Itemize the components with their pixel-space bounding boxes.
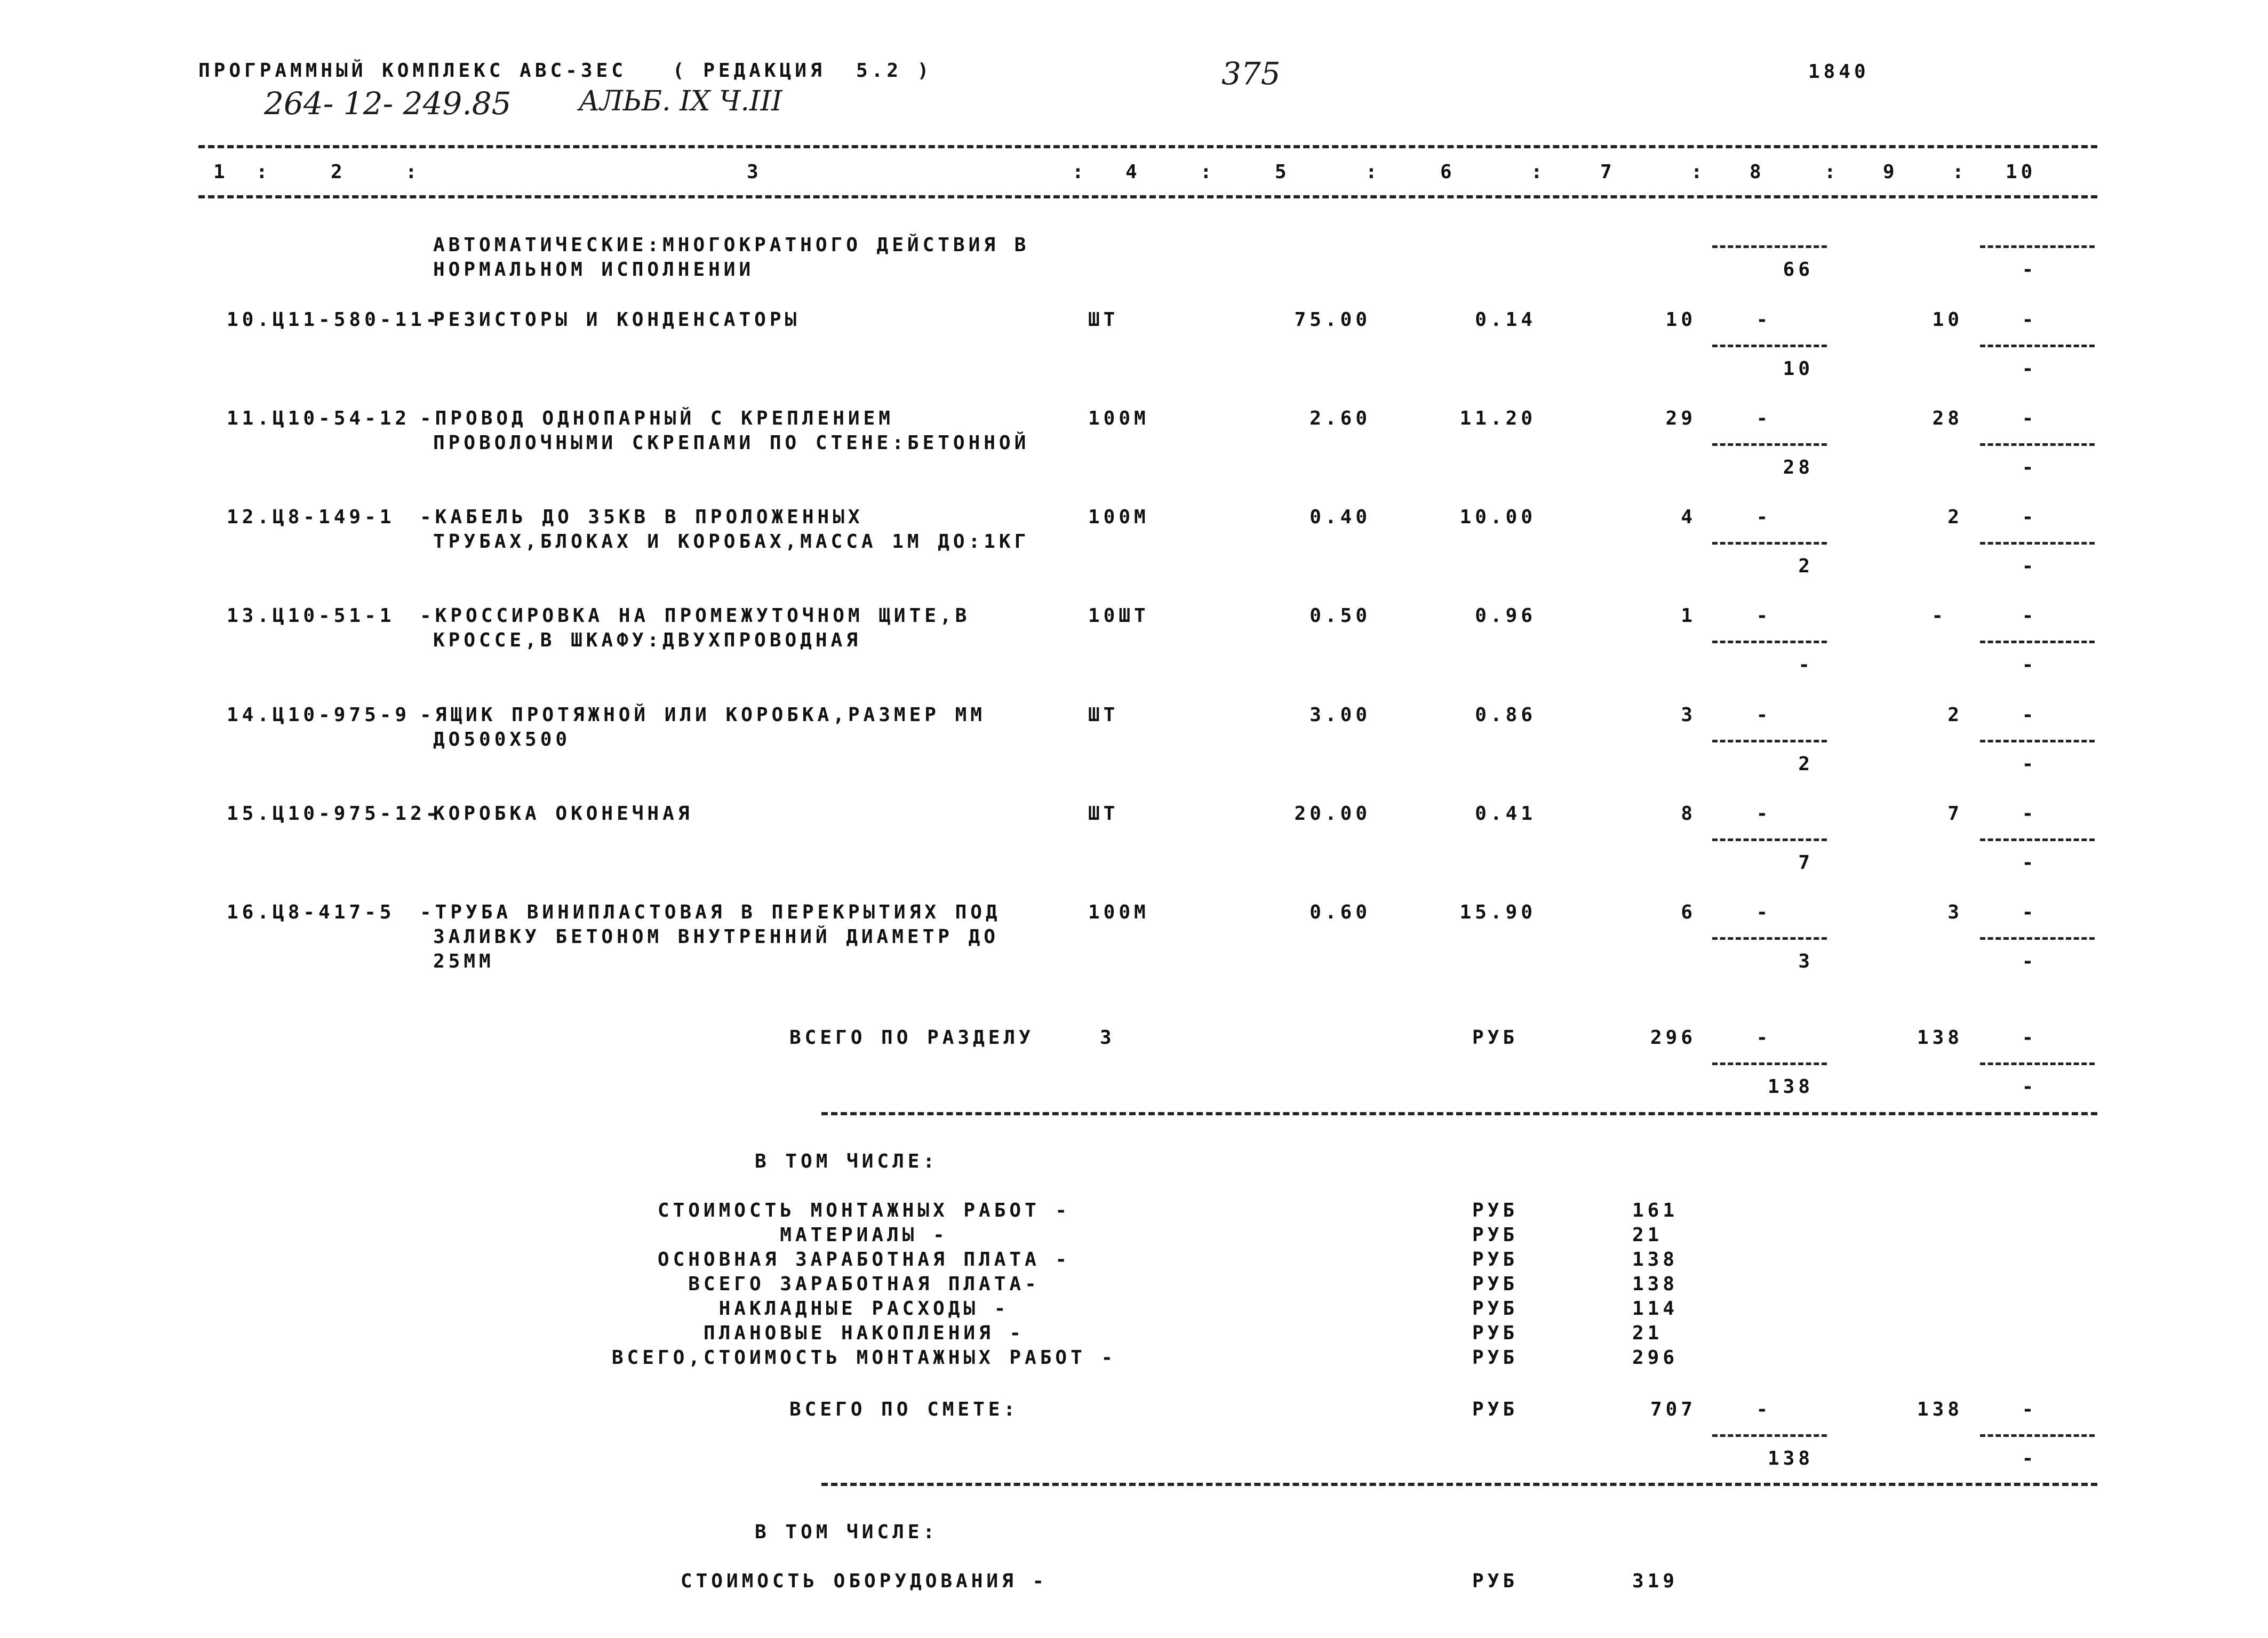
breakdown-unit: РУБ bbox=[1472, 1322, 1519, 1344]
col9-value: 10 bbox=[1932, 309, 1963, 331]
column-separator: : bbox=[1200, 161, 1216, 183]
col7-value: 6 bbox=[1681, 901, 1696, 923]
col10-value: - bbox=[2022, 654, 2038, 676]
item-unit-price: 0.96 bbox=[1475, 605, 1536, 627]
subtotal-divider bbox=[1712, 1434, 1827, 1437]
item-unit: ШТ bbox=[1088, 309, 1119, 331]
page-number: 1840 bbox=[1808, 61, 1870, 83]
item-description: РЕЗИСТОРЫ И КОНДЕНСАТОРЫ bbox=[433, 309, 801, 331]
estimate-total-unit: РУБ bbox=[1472, 1399, 1519, 1420]
breakdown-value: 114 bbox=[1632, 1298, 1679, 1320]
item-quantity: 20.00 bbox=[1294, 803, 1371, 825]
item-description: -ЯЩИК ПРОТЯЖНОЙ ИЛИ КОРОБКА,РАЗМЕР ММ bbox=[420, 704, 986, 726]
item-quantity: 0.40 bbox=[1309, 506, 1371, 528]
column-header: 10 bbox=[2006, 161, 2037, 183]
item-description: -КРОССИРОВКА НА ПРОМЕЖУТОЧНОМ ЩИТЕ,В bbox=[420, 605, 971, 627]
col8-value: 66 bbox=[1783, 259, 1814, 281]
column-header: 9 bbox=[1883, 161, 1898, 183]
col7-value: 1 bbox=[1681, 605, 1696, 627]
item-unit: ШТ bbox=[1088, 803, 1119, 825]
subtotal-divider bbox=[1980, 838, 2095, 841]
column-separator: : bbox=[405, 161, 421, 183]
breakdown-label: НАКЛАДНЫЕ РАСХОДЫ - bbox=[718, 1298, 1010, 1320]
estimate-divider bbox=[821, 1483, 2097, 1486]
column-header: 2 bbox=[331, 161, 346, 183]
col10-top-value: - bbox=[2022, 1027, 2038, 1049]
subtotal-divider bbox=[1712, 542, 1827, 545]
breakdown-label: СТОИМОСТЬ МОНТАЖНЫХ РАБОТ - bbox=[657, 1200, 1071, 1221]
col9-value: 7 bbox=[1947, 803, 1963, 825]
breakdown-label: МАТЕРИАЛЫ - bbox=[780, 1224, 948, 1246]
breakdown-unit: РУБ bbox=[1472, 1298, 1519, 1320]
item-unit: 10ШТ bbox=[1088, 605, 1149, 627]
item-description: -КАБЕЛЬ ДО 35КВ В ПРОЛОЖЕННЫХ bbox=[420, 506, 864, 528]
subtotal-divider bbox=[1980, 1434, 2095, 1437]
col8-top-value: - bbox=[1756, 1399, 1772, 1420]
item-unit-price: 0.14 bbox=[1475, 309, 1536, 331]
item-description: КОРОБКА ОКОНЕЧНАЯ bbox=[433, 803, 693, 825]
col10-value: - bbox=[2022, 852, 2038, 874]
item-code: 12.Ц8-149-1 bbox=[227, 506, 395, 528]
col8-top-value: - bbox=[1756, 407, 1772, 429]
column-separator: : bbox=[1824, 161, 1840, 183]
item-unit-price: 0.86 bbox=[1475, 704, 1536, 726]
col8-value: - bbox=[1798, 654, 1814, 676]
breakdown-value: 296 bbox=[1632, 1347, 1679, 1369]
breakdown-unit: РУБ bbox=[1472, 1224, 1519, 1246]
subtotal-divider bbox=[1712, 1062, 1827, 1065]
item-description: ПРОВОЛОЧНЫМИ СКРЕПАМИ ПО СТЕНЕ:БЕТОННОЙ bbox=[433, 432, 1030, 454]
col9-value: 138 bbox=[1916, 1027, 1963, 1049]
subtotal-divider bbox=[1980, 641, 2095, 643]
breakdown-unit: РУБ bbox=[1472, 1347, 1519, 1369]
subtotal-divider bbox=[1712, 443, 1827, 446]
col8-top-value: - bbox=[1756, 506, 1772, 528]
item-quantity: 2.60 bbox=[1309, 407, 1371, 429]
subtotal-divider bbox=[1980, 1062, 2095, 1065]
breakdown-label: ПЛАНОВЫЕ НАКОПЛЕНИЯ - bbox=[703, 1322, 1025, 1344]
column-header: 3 bbox=[747, 161, 762, 183]
breakdown-unit: РУБ bbox=[1472, 1249, 1519, 1271]
col7-value: 707 bbox=[1650, 1399, 1696, 1420]
item-unit: 100М bbox=[1088, 506, 1149, 528]
subtotal-divider bbox=[1712, 838, 1827, 841]
col10-value: - bbox=[2022, 358, 2038, 380]
column-separator: : bbox=[1072, 161, 1088, 183]
col10-value: - bbox=[2022, 950, 2038, 972]
item-code: 14.Ц10-975-9 bbox=[227, 704, 411, 726]
column-separator: : bbox=[256, 161, 271, 183]
col10-value: - bbox=[2022, 753, 2038, 775]
col10-value: - bbox=[2022, 457, 2038, 478]
breakdown-label: ВСЕГО ЗАРАБОТНАЯ ПЛАТА- bbox=[688, 1273, 1040, 1295]
breakdown-value: 21 bbox=[1632, 1322, 1663, 1344]
column-separator: : bbox=[1691, 161, 1706, 183]
breakdown-unit: РУБ bbox=[1472, 1570, 1519, 1592]
col10-top-value: - bbox=[2022, 506, 2038, 528]
item-description: -ТРУБА ВИНИПЛАСТОВАЯ В ПЕРЕКРЫТИЯХ ПОД bbox=[420, 901, 1001, 923]
header-top-divider bbox=[198, 145, 2097, 148]
breakdown-title: В ТОМ ЧИСЛЕ: bbox=[755, 1521, 939, 1543]
col10-top-value: - bbox=[2022, 704, 2038, 726]
column-separator: : bbox=[1365, 161, 1381, 183]
breakdown-value: 138 bbox=[1632, 1273, 1679, 1295]
col10-value: - bbox=[2022, 555, 2038, 577]
col8-top-value: - bbox=[1756, 309, 1772, 331]
section-number: 3 bbox=[1100, 1027, 1115, 1049]
handwritten-page-number: 375 bbox=[1221, 55, 1281, 92]
col10-top-value: - bbox=[2022, 605, 2038, 627]
subtotal-divider bbox=[1980, 740, 2095, 742]
item-code: 16.Ц8-417-5 bbox=[227, 901, 395, 923]
column-header: 7 bbox=[1600, 161, 1616, 183]
col9-value: - bbox=[1931, 605, 1947, 627]
section-total-unit: РУБ bbox=[1472, 1027, 1519, 1049]
col7-value: 296 bbox=[1650, 1027, 1696, 1049]
item-description: КРОССЕ,В ШКАФУ:ДВУХПРОВОДНАЯ bbox=[433, 629, 861, 651]
subtotal-divider bbox=[1712, 245, 1827, 248]
col10-top-value: - bbox=[2022, 309, 2038, 331]
estimate-total-label: ВСЕГО ПО СМЕТЕ: bbox=[789, 1399, 1019, 1420]
subtotal-divider bbox=[1980, 345, 2095, 347]
breakdown-value: 21 bbox=[1632, 1224, 1663, 1246]
col7-value: 29 bbox=[1665, 407, 1696, 429]
item-description: -ПРОВОД ОДНОПАРНЫЙ С КРЕПЛЕНИЕМ bbox=[420, 407, 894, 429]
item-code: 15.Ц10-975-12- bbox=[227, 803, 441, 825]
handwritten-document-code: 264- 12- 249.85 bbox=[264, 85, 512, 122]
col10-top-value: - bbox=[2022, 407, 2038, 429]
col8-top-value: - bbox=[1756, 901, 1772, 923]
col10-value: - bbox=[2022, 259, 2038, 281]
header-bottom-divider bbox=[198, 195, 2097, 198]
col8-value: 10 bbox=[1783, 358, 1814, 380]
col8-value: 28 bbox=[1783, 457, 1814, 478]
item-unit-price: 10.00 bbox=[1459, 506, 1536, 528]
item-unit: ШТ bbox=[1088, 704, 1119, 726]
column-header: 6 bbox=[1440, 161, 1456, 183]
subtotal-divider bbox=[1980, 542, 2095, 545]
col9-value: 3 bbox=[1947, 901, 1963, 923]
item-quantity: 75.00 bbox=[1294, 309, 1371, 331]
col8-value: 7 bbox=[1798, 852, 1814, 874]
item-quantity: 0.60 bbox=[1309, 901, 1371, 923]
item-unit: 100М bbox=[1088, 407, 1149, 429]
breakdown-unit: РУБ bbox=[1472, 1273, 1519, 1295]
item-code: 13.Ц10-51-1 bbox=[227, 605, 395, 627]
handwritten-album-note: АЛЬБ. IX Ч.III bbox=[579, 85, 782, 117]
item-description: ЗАЛИВКУ БЕТОНОМ ВНУТРЕННИЙ ДИАМЕТР ДО bbox=[433, 926, 999, 948]
column-header: 4 bbox=[1125, 161, 1141, 183]
subtotal-divider bbox=[1712, 937, 1827, 940]
breakdown-label: ВСЕГО,СТОИМОСТЬ МОНТАЖНЫХ РАБОТ - bbox=[611, 1347, 1117, 1369]
col8-value: 2 bbox=[1798, 555, 1814, 577]
item-description: АВТОМАТИЧЕСКИЕ:МНОГОКРАТНОГО ДЕЙСТВИЯ В bbox=[433, 234, 1030, 256]
item-code: 10.Ц11-580-11- bbox=[227, 309, 441, 331]
breakdown-label: ОСНОВНАЯ ЗАРАБОТНАЯ ПЛАТА - bbox=[657, 1249, 1071, 1271]
column-separator: : bbox=[1952, 161, 1968, 183]
col10-top-value: - bbox=[2022, 901, 2038, 923]
item-description: ДО500Х500 bbox=[433, 729, 571, 750]
col9-value: 2 bbox=[1947, 506, 1963, 528]
subtotal-divider bbox=[1712, 740, 1827, 742]
col10-top-value: - bbox=[2022, 1399, 2038, 1420]
item-unit-price: 11.20 bbox=[1459, 407, 1536, 429]
item-quantity: 3.00 bbox=[1309, 704, 1371, 726]
col7-value: 10 bbox=[1665, 309, 1696, 331]
breakdown-value: 319 bbox=[1632, 1570, 1679, 1592]
subtotal-divider bbox=[1980, 245, 2095, 248]
col8-value: 138 bbox=[1767, 1076, 1814, 1098]
breakdown-title: В ТОМ ЧИСЛЕ: bbox=[755, 1150, 939, 1172]
item-code: 11.Ц10-54-12 bbox=[227, 407, 411, 429]
col8-top-value: - bbox=[1756, 803, 1772, 825]
breakdown-value: 138 bbox=[1632, 1249, 1679, 1271]
col9-value: 28 bbox=[1932, 407, 1963, 429]
col7-value: 4 bbox=[1681, 506, 1696, 528]
section-divider bbox=[821, 1112, 2097, 1115]
program-title: ПРОГРАММНЫЙ КОМПЛЕКС АВС-ЗЕС ( РЕДАКЦИЯ 5.2 ) bbox=[198, 60, 933, 82]
item-description: НОРМАЛЬНОМ ИСПОЛНЕНИИ bbox=[433, 259, 755, 281]
column-header: 5 bbox=[1275, 161, 1290, 183]
subtotal-divider bbox=[1712, 345, 1827, 347]
column-header: 8 bbox=[1750, 161, 1765, 183]
col7-value: 3 bbox=[1681, 704, 1696, 726]
subtotal-divider bbox=[1980, 443, 2095, 446]
item-unit: 100М bbox=[1088, 901, 1149, 923]
subtotal-divider bbox=[1980, 937, 2095, 940]
column-header: 1 bbox=[213, 161, 229, 183]
section-total-label: ВСЕГО ПО РАЗДЕЛУ bbox=[789, 1027, 1034, 1049]
breakdown-unit: РУБ bbox=[1472, 1200, 1519, 1221]
item-unit-price: 15.90 bbox=[1459, 901, 1536, 923]
subtotal-divider bbox=[1712, 641, 1827, 643]
item-quantity: 0.50 bbox=[1309, 605, 1371, 627]
column-separator: : bbox=[1531, 161, 1546, 183]
col8-value: 3 bbox=[1798, 950, 1814, 972]
col10-value: - bbox=[2022, 1076, 2038, 1098]
item-unit-price: 0.41 bbox=[1475, 803, 1536, 825]
col9-value: 138 bbox=[1916, 1399, 1963, 1420]
col7-value: 8 bbox=[1681, 803, 1696, 825]
col8-top-value: - bbox=[1756, 704, 1772, 726]
col8-top-value: - bbox=[1756, 605, 1772, 627]
col8-value: 138 bbox=[1767, 1448, 1814, 1469]
col9-value: 2 bbox=[1947, 704, 1963, 726]
col8-top-value: - bbox=[1756, 1027, 1772, 1049]
item-description: ТРУБАХ,БЛОКАХ И КОРОБАХ,МАССА 1М ДО:1КГ bbox=[433, 531, 1030, 553]
breakdown-label: СТОИМОСТЬ ОБОРУДОВАНИЯ - bbox=[680, 1570, 1048, 1592]
col8-value: 2 bbox=[1798, 753, 1814, 775]
breakdown-value: 161 bbox=[1632, 1200, 1679, 1221]
item-description: 25ММ bbox=[433, 950, 494, 972]
col10-value: - bbox=[2022, 1448, 2038, 1469]
col10-top-value: - bbox=[2022, 803, 2038, 825]
